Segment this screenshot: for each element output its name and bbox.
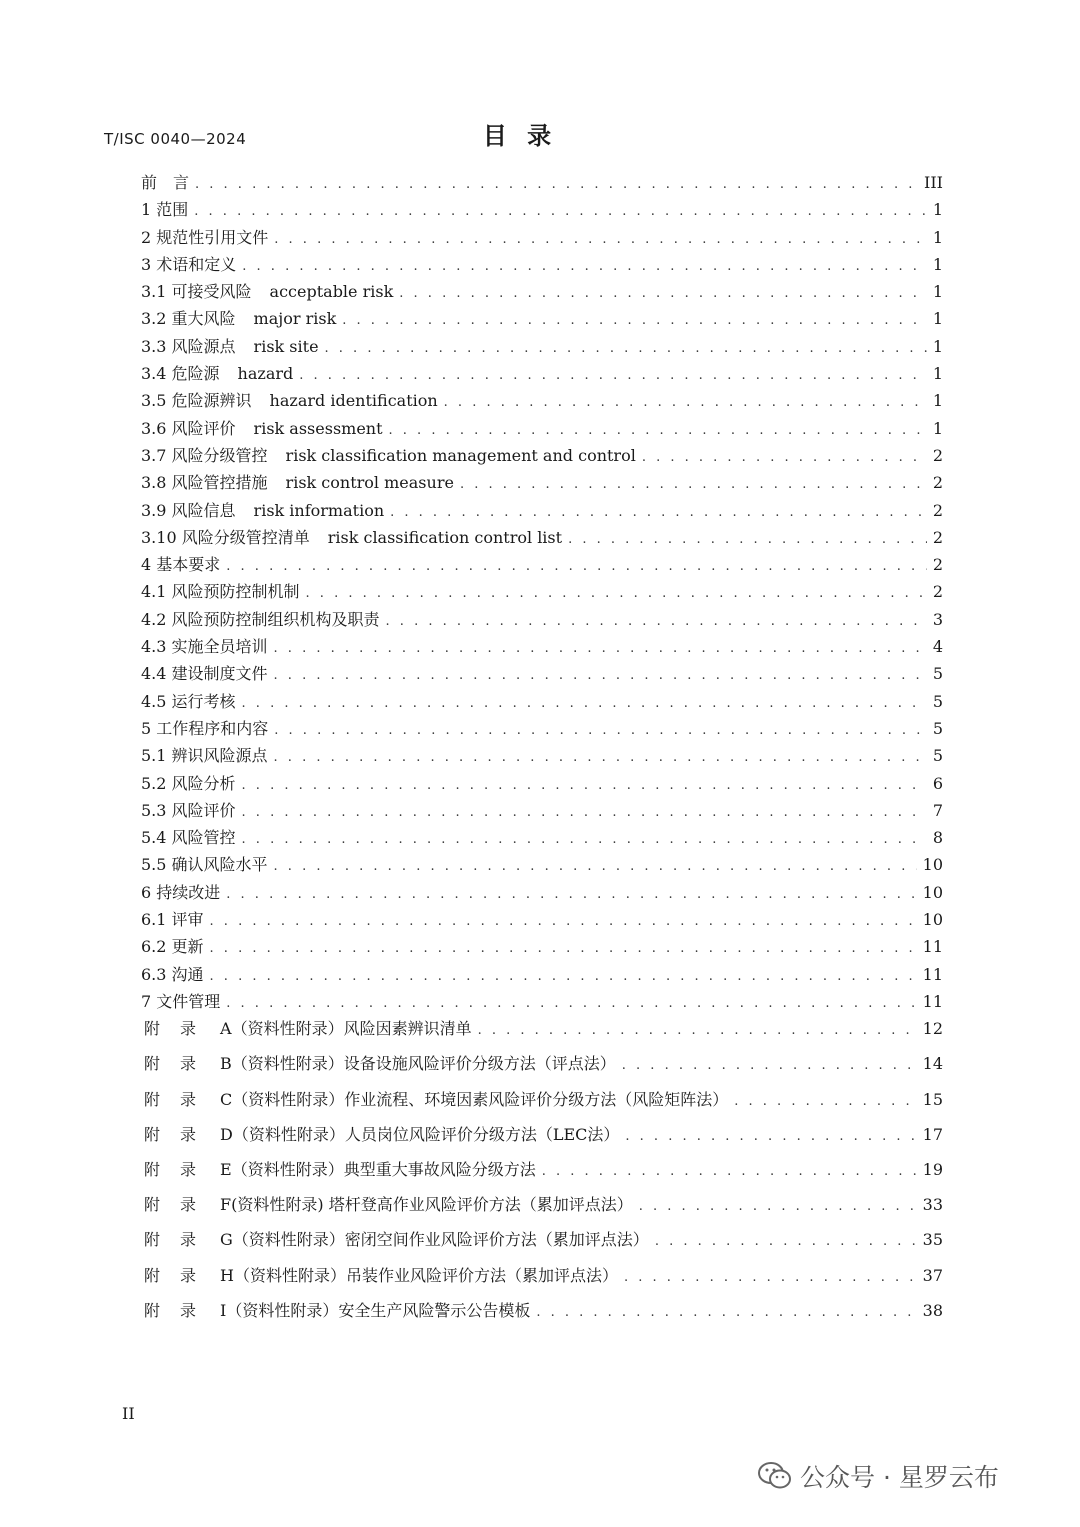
toc-entry-english: risk classification control list <box>327 527 563 547</box>
appendix-entry[interactable] <box>141 1298 943 1333</box>
toc-entry[interactable] <box>141 306 943 333</box>
toc-entry-page: 1 <box>932 309 943 329</box>
toc-entry[interactable] <box>141 252 943 279</box>
toc-entry-page: 4 <box>932 637 943 657</box>
appendix-page: 12 <box>922 1019 943 1039</box>
toc-entry[interactable] <box>141 798 943 825</box>
dot-leader <box>306 586 927 601</box>
toc-entry-label: 6.1 评审 <box>141 910 204 930</box>
dot-leader <box>389 423 927 438</box>
dot-leader <box>274 232 927 247</box>
toc-entry[interactable] <box>141 716 943 743</box>
appendix-page: 35 <box>922 1230 943 1250</box>
toc-entry[interactable] <box>141 388 943 415</box>
toc-entry-english: acceptable risk <box>269 282 394 302</box>
toc-entry-page: 2 <box>932 555 943 575</box>
dot-leader <box>444 395 927 410</box>
toc-entry-label: 3.10 风险分级管控清单 risk classification control list <box>141 527 563 547</box>
toc-entry-label: 3.1 可接受风险 acceptable risk <box>141 282 394 302</box>
dot-leader <box>274 859 917 874</box>
appendix-entry[interactable] <box>141 1051 943 1086</box>
toc-entry[interactable] <box>141 852 943 879</box>
dot-leader <box>536 1305 916 1320</box>
dot-leader <box>274 750 927 765</box>
toc-entry[interactable] <box>141 607 943 634</box>
dot-leader <box>734 1094 916 1109</box>
toc-entry-label: 4.4 建设制度文件 <box>141 664 268 684</box>
toc-entry[interactable] <box>141 934 943 961</box>
table-of-contents <box>141 170 943 1333</box>
toc-entry[interactable] <box>141 989 943 1016</box>
toc-entry-page: 2 <box>932 582 943 602</box>
dot-leader <box>210 941 917 956</box>
toc-entry-english: risk assessment <box>253 418 383 438</box>
toc-entry-label: 3 术语和定义 <box>141 254 237 274</box>
dot-leader <box>542 1164 917 1179</box>
dot-leader <box>399 286 927 301</box>
appendix-prefix: 附录 <box>144 1124 217 1144</box>
dot-leader <box>274 641 927 656</box>
toc-entry[interactable] <box>141 443 943 470</box>
toc-entry-label: 5.2 风险分析 <box>141 773 236 793</box>
toc-entry[interactable] <box>141 661 943 688</box>
toc-entry-page: 5 <box>932 746 943 766</box>
toc-entry-page: 1 <box>932 364 943 384</box>
toc-entry-label: 3.6 风险评价 risk assessment <box>141 418 383 438</box>
appendix-page: 15 <box>922 1089 943 1109</box>
toc-entry[interactable] <box>141 470 943 497</box>
appendix-page: 17 <box>922 1124 943 1144</box>
dot-leader <box>242 832 927 847</box>
toc-entry-label: 前 言 <box>141 173 190 192</box>
toc-entry-label: 6.2 更新 <box>141 937 204 957</box>
appendix-prefix: 附录 <box>144 1300 217 1320</box>
toc-entry-page: 10 <box>922 882 943 902</box>
toc-entry-page: 1 <box>932 254 943 274</box>
toc-entry-label: 4.3 实施全员培训 <box>141 637 268 657</box>
toc-entry-english: major risk <box>253 309 337 329</box>
wechat-icon <box>758 1461 792 1491</box>
dot-leader <box>210 969 917 984</box>
watermark <box>758 1458 999 1494</box>
dot-leader <box>390 505 927 520</box>
appendix-entry[interactable] <box>141 1192 943 1227</box>
toc-entry-label: 3.9 风险信息 risk information <box>141 500 385 520</box>
dot-leader <box>226 887 916 902</box>
dot-leader <box>655 1234 917 1249</box>
appendix-label: H（资料性附录）吊装作业风险评价方法（累加评点法） <box>220 1265 618 1285</box>
appendix-prefix: 附录 <box>144 1230 217 1250</box>
toc-entry-page: 10 <box>922 910 943 930</box>
toc-entry[interactable] <box>141 279 943 306</box>
toc-entry-label: 6.3 沟通 <box>141 964 204 984</box>
toc-entry-page: 1 <box>932 227 943 247</box>
toc-entry-label: 3.8 风险管控措施 risk control measure <box>141 473 454 493</box>
dot-leader <box>568 532 927 547</box>
appendix-label: C（资料性附录）作业流程、环境因素风险评价分级方法（风险矩阵法） <box>220 1089 729 1109</box>
toc-entry-page: 5 <box>932 691 943 711</box>
dot-leader <box>342 313 927 328</box>
toc-entry-english: risk classification management and control <box>285 445 636 465</box>
toc-entry-page: 7 <box>932 800 943 820</box>
appendix-entry[interactable] <box>141 1157 943 1192</box>
appendix-page: 33 <box>922 1195 943 1215</box>
toc-entry-page: 5 <box>932 664 943 684</box>
toc-entry[interactable] <box>141 361 943 388</box>
dot-leader <box>226 559 927 574</box>
toc-entry[interactable] <box>141 197 943 224</box>
appendix-page: 14 <box>922 1054 943 1074</box>
appendix-entry[interactable] <box>141 1227 943 1262</box>
toc-entry-page: 2 <box>932 445 943 465</box>
appendix-page: 38 <box>922 1300 943 1320</box>
appendix-page: 37 <box>922 1265 943 1285</box>
toc-entry-page: 11 <box>922 991 943 1011</box>
toc-entry-label: 5.1 辨识风险源点 <box>141 746 268 766</box>
dot-leader <box>242 259 927 274</box>
appendix-label: E（资料性附录）典型重大事故风险分级方法 <box>220 1159 536 1179</box>
appendix-prefix: 附录 <box>144 1089 217 1109</box>
appendix-entry[interactable] <box>141 1122 943 1157</box>
dot-leader <box>299 368 927 383</box>
toc-entry-label: 1 范围 <box>141 200 189 220</box>
toc-entry-label: 5 工作程序和内容 <box>141 718 269 738</box>
appendix-label: B（资料性附录）设备设施风险评价分级方法（评点法） <box>220 1054 616 1074</box>
toc-entry[interactable] <box>141 689 943 716</box>
toc-entry-page: 8 <box>932 828 943 848</box>
toc-entry[interactable] <box>141 579 943 606</box>
appendix-label: F(资料性附录) 塔杆登高作业风险评价方法（累加评点法） <box>220 1195 633 1215</box>
appendix-prefix: 附录 <box>144 1019 217 1039</box>
toc-entry-page: 1 <box>932 200 943 220</box>
appendix-entry[interactable] <box>141 1016 943 1051</box>
document-code: T/ISC 0040—2024 <box>104 130 247 148</box>
toc-entry-english: hazard identification <box>269 391 438 411</box>
dot-leader <box>194 204 927 219</box>
toc-entry[interactable] <box>141 552 943 579</box>
toc-entry-label: 3.5 危险源辨识 hazard identification <box>141 391 438 411</box>
appendix-entry[interactable] <box>141 1087 943 1122</box>
dot-leader <box>242 696 927 711</box>
toc-entry-label: 2 规范性引用文件 <box>141 227 269 247</box>
toc-entry[interactable] <box>141 743 943 770</box>
toc-entry-label: 5.4 风险管控 <box>141 828 236 848</box>
appendix-prefix: 附录 <box>144 1054 217 1074</box>
toc-entry-page: 2 <box>932 527 943 547</box>
appendix-page: 19 <box>922 1159 943 1179</box>
toc-entry-label: 3.2 重大风险 major risk <box>141 309 337 329</box>
appendix-label: I（资料性附录）安全生产风险警示公告模板 <box>220 1300 531 1320</box>
dot-leader <box>274 668 927 683</box>
toc-entry-english: risk control measure <box>285 473 454 493</box>
toc-entry-page: 1 <box>932 336 943 356</box>
appendix-prefix: 附录 <box>144 1159 217 1179</box>
toc-entry-page: 2 <box>932 473 943 493</box>
toc-entry[interactable] <box>141 771 943 798</box>
dot-leader <box>478 1023 917 1038</box>
toc-entry-label: 4.1 风险预防控制机制 <box>141 582 300 602</box>
toc-entry[interactable] <box>141 225 943 252</box>
toc-entry[interactable] <box>141 334 943 361</box>
appendix-label: A（资料性附录）风险因素辨识清单 <box>220 1019 472 1039</box>
toc-entry-page: 2 <box>932 500 943 520</box>
toc-entry-page: 11 <box>922 964 943 984</box>
toc-entry[interactable] <box>141 962 943 989</box>
toc-entry-label: 4.2 风险预防控制组织机构及职责 <box>141 609 380 629</box>
dot-leader <box>639 1199 917 1214</box>
toc-entry[interactable] <box>141 498 943 525</box>
toc-entry[interactable] <box>141 416 943 443</box>
toc-entry-label: 5.3 风险评价 <box>141 800 236 820</box>
appendix-entry[interactable] <box>141 1263 943 1298</box>
watermark-text: 公众号 · 星罗云布 <box>800 1463 999 1492</box>
toc-entry-english: risk site <box>253 336 319 356</box>
toc-entry-english: risk information <box>253 500 385 520</box>
toc-entry-page: 10 <box>922 855 943 875</box>
toc-entry-label: 3.7 风险分级管控 risk classification management and control <box>141 445 636 465</box>
appendix-label: D（资料性附录）人员岗位风险评价分级方法（LEC法） <box>220 1124 620 1144</box>
toc-entry-label: 7 文件管理 <box>141 991 221 1011</box>
dot-leader <box>386 614 927 629</box>
toc-entry[interactable] <box>141 880 943 907</box>
appendix-label: G（资料性附录）密闭空间作业风险评价方法（累加评点法） <box>220 1230 649 1250</box>
page-title: 目 录 <box>482 122 558 150</box>
toc-entry[interactable] <box>141 170 943 197</box>
dot-leader <box>625 1129 916 1144</box>
toc-entry-page: 1 <box>932 282 943 302</box>
toc-entry-page: 1 <box>932 391 943 411</box>
toc-entry[interactable] <box>141 634 943 661</box>
dot-leader <box>642 450 927 465</box>
dot-leader <box>210 914 917 929</box>
dot-leader <box>242 805 927 820</box>
toc-entry-label: 3.4 危险源 hazard <box>141 364 294 384</box>
dot-leader <box>624 1270 917 1285</box>
dot-leader <box>226 996 916 1011</box>
toc-entry-page: 11 <box>922 937 943 957</box>
dot-leader <box>460 477 927 492</box>
toc-entry-label: 5.5 确认风险水平 <box>141 855 268 875</box>
toc-entry-english: hazard <box>237 364 294 384</box>
toc-entry-label: 4.5 运行考核 <box>141 691 236 711</box>
toc-entry[interactable] <box>141 825 943 852</box>
toc-entry-page: 5 <box>932 718 943 738</box>
appendix-prefix: 附录 <box>144 1195 217 1215</box>
dot-leader <box>274 723 927 738</box>
dot-leader <box>242 778 927 793</box>
toc-entry-page: 3 <box>932 609 943 629</box>
appendix-prefix: 附录 <box>144 1265 217 1285</box>
toc-entry-page: 6 <box>932 773 943 793</box>
page-number: II <box>122 1404 135 1423</box>
toc-entry-label: 4 基本要求 <box>141 555 221 575</box>
toc-entry[interactable] <box>141 525 943 552</box>
dot-leader <box>622 1058 917 1073</box>
toc-entry[interactable] <box>141 907 943 934</box>
dot-leader <box>325 341 927 356</box>
dot-leader <box>195 177 918 192</box>
toc-entry-label: 3.3 风险源点 risk site <box>141 336 319 356</box>
toc-entry-page: III <box>924 173 943 192</box>
toc-entry-page: 1 <box>932 418 943 438</box>
toc-entry-label: 6 持续改进 <box>141 882 221 902</box>
